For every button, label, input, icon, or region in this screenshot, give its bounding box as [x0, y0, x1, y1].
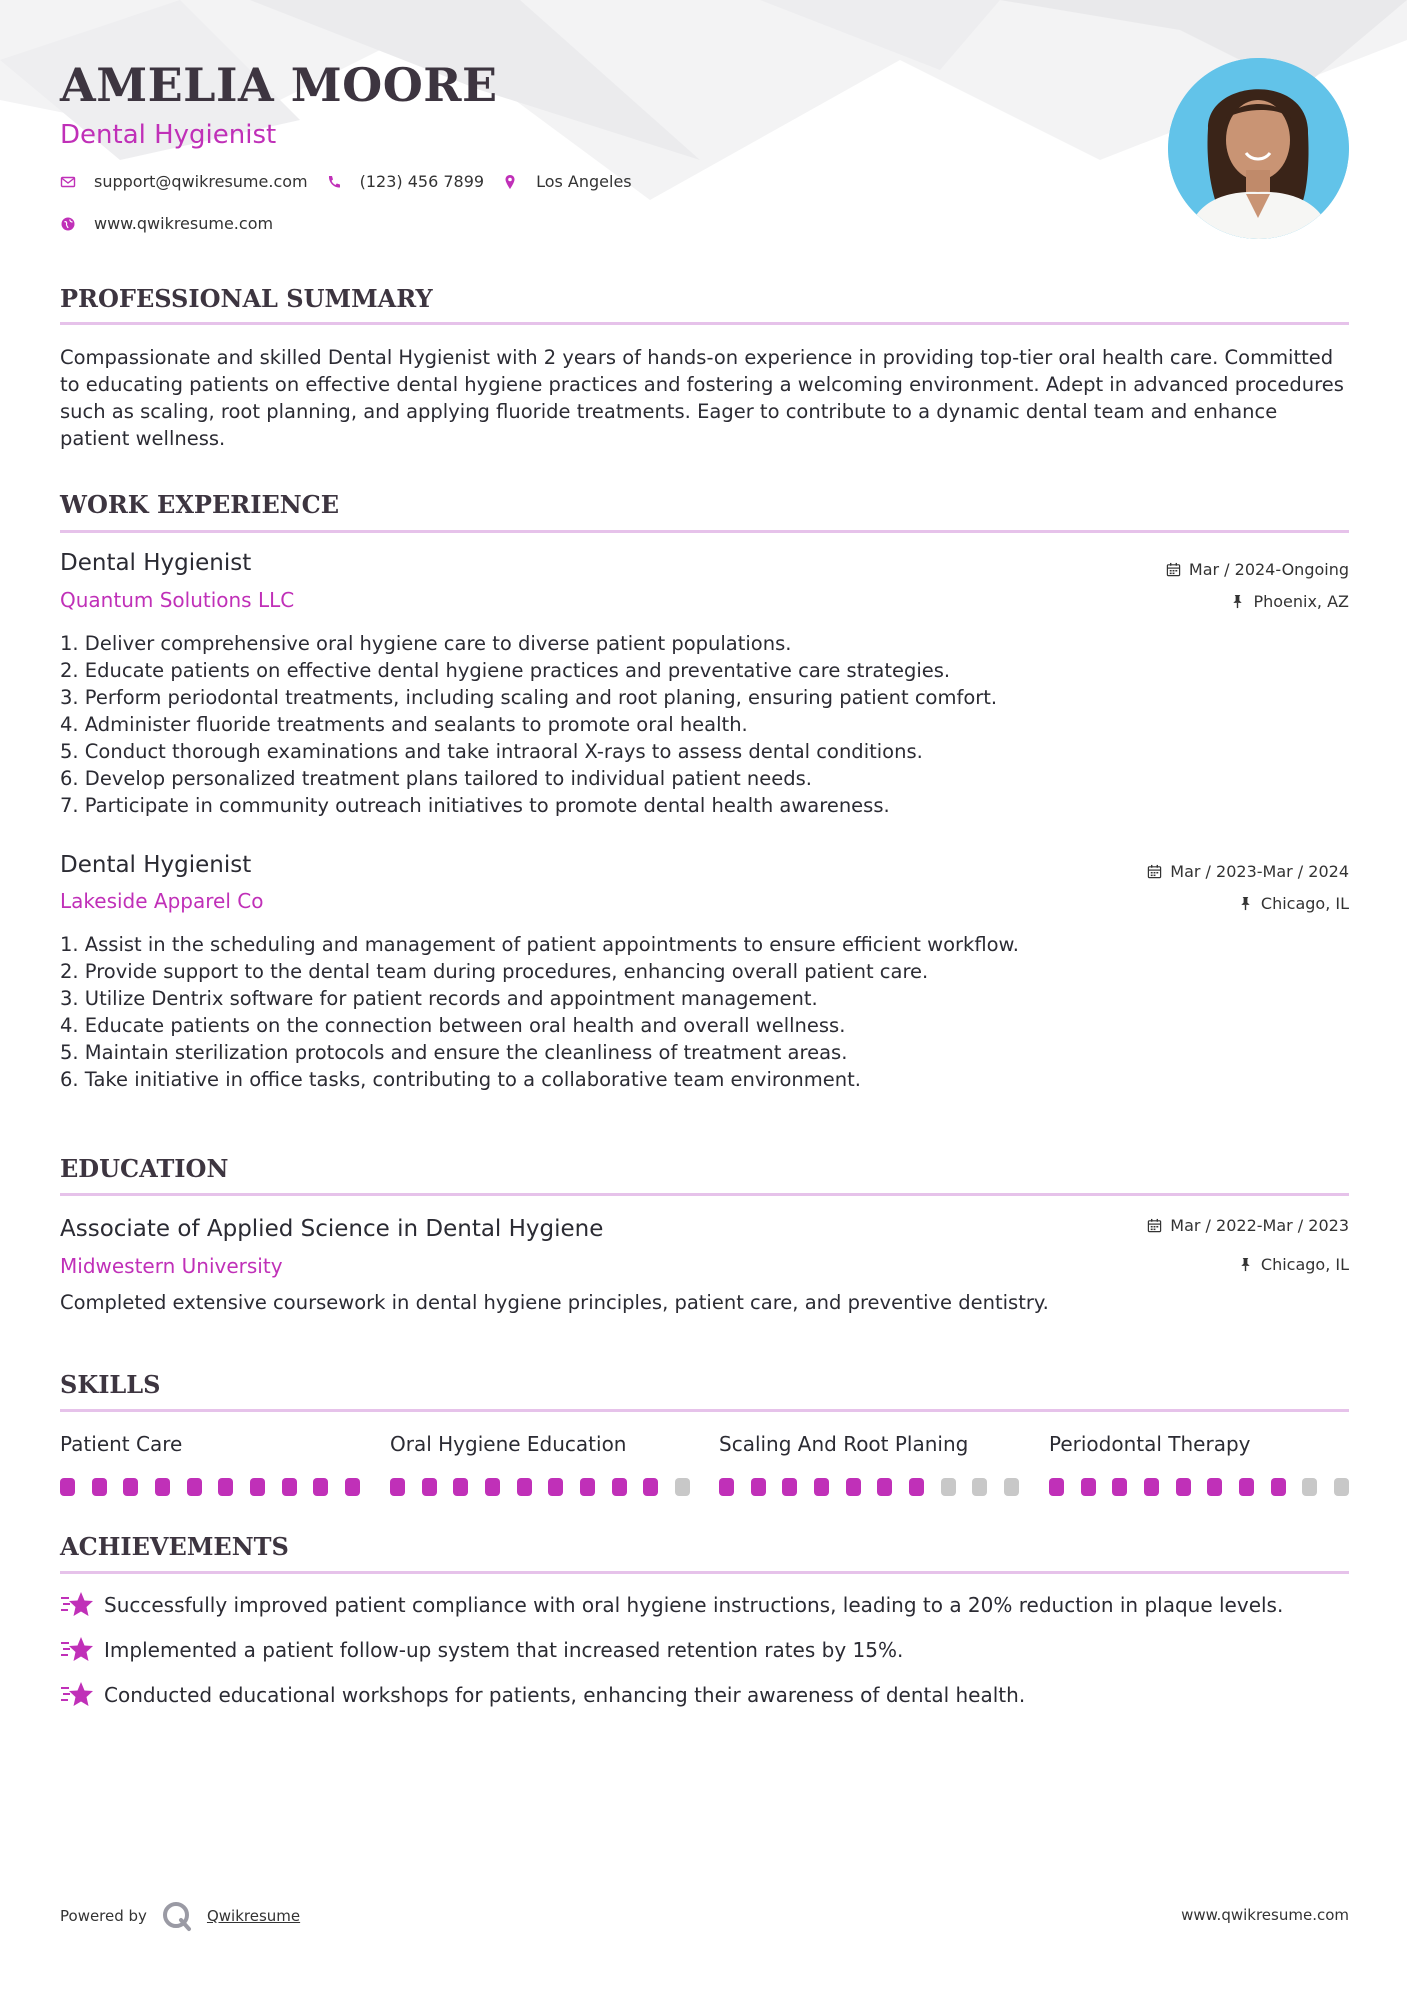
education-location-text: Chicago, IL — [1260, 1255, 1349, 1274]
achievement-item — [60, 1635, 903, 1665]
skill-dot-empty — [1004, 1478, 1019, 1496]
skill-dot-filled — [390, 1478, 405, 1496]
pushpin-icon — [1238, 896, 1253, 911]
section-title-achievements: ACHIEVEMENTS — [60, 1532, 289, 1561]
calendar-icon — [1147, 1218, 1162, 1233]
skill-dot-empty — [941, 1478, 956, 1496]
powered-by-label: Powered by — [60, 1907, 147, 1925]
section-divider — [60, 1571, 1349, 1574]
skill-dot-filled — [909, 1478, 924, 1496]
skill-dot-empty — [675, 1478, 690, 1496]
skill-dot-filled — [517, 1478, 532, 1496]
skill-dot-filled — [612, 1478, 627, 1496]
calendar-icon — [1147, 864, 1162, 879]
job-location-text: Phoenix, AZ — [1253, 592, 1349, 611]
job-location — [1238, 894, 1349, 913]
achievement-item — [60, 1680, 1025, 1710]
skill-dot-filled — [1049, 1478, 1064, 1496]
section-title-skills: SKILLS — [60, 1370, 161, 1399]
star-icon — [60, 1680, 94, 1710]
job-bullet: 5. Conduct thorough examinations and take intraoral X-rays to assess dental conditions. — [60, 740, 923, 763]
contact-row-website — [60, 214, 291, 233]
contact-phone[interactable] — [326, 172, 484, 191]
skill-dot-filled — [719, 1478, 734, 1496]
skill-dot-filled — [1207, 1478, 1222, 1496]
job-bullet: 2. Educate patients on effective dental hygiene practices and preventative care strategies. — [60, 659, 951, 682]
education-school: Midwestern University — [60, 1254, 283, 1278]
contact-website[interactable] — [60, 214, 273, 233]
skill-dot-filled — [422, 1478, 437, 1496]
skill-dot-filled — [877, 1478, 892, 1496]
skill-level-meter — [60, 1478, 360, 1496]
section-title-education: EDUCATION — [60, 1154, 229, 1183]
skill-item — [390, 1432, 690, 1496]
phone-text: (123) 456 7899 — [359, 172, 485, 191]
skill-dot-filled — [643, 1478, 658, 1496]
education-description: Completed extensive coursework in dental hygiene principles, patient care, and preventive dentistry. — [60, 1291, 1049, 1314]
skill-dot-filled — [1144, 1478, 1159, 1496]
achievement-text: Successfully improved patient compliance with oral hygiene instructions, leading to a 20% reduction in plaque levels. — [104, 1593, 1284, 1617]
skill-item — [719, 1432, 1019, 1496]
star-icon — [60, 1590, 94, 1620]
job-dates — [1147, 862, 1349, 881]
skill-item — [60, 1432, 360, 1496]
achievement-text: Implemented a patient follow-up system that increased retention rates by 15%. — [104, 1638, 904, 1662]
job-bullet: 1. Assist in the scheduling and management of patient appointments to ensure efficient workflow. — [60, 933, 1019, 956]
job-bullets — [60, 630, 1349, 819]
contact-row — [60, 172, 650, 191]
contact-location — [502, 172, 632, 191]
candidate-name: AMELIA MOORE — [60, 58, 498, 112]
brand-link[interactable]: Qwikresume — [206, 1907, 301, 1925]
skill-dot-filled — [453, 1478, 468, 1496]
skill-dot-filled — [548, 1478, 563, 1496]
job-bullet: 3. Utilize Dentrix software for patient records and appointment management. — [60, 987, 818, 1010]
education-dates — [1147, 1216, 1349, 1235]
skill-dot-filled — [123, 1478, 138, 1496]
job-location — [1230, 592, 1349, 611]
qwikresume-logo-icon — [161, 1900, 193, 1932]
skill-dot-filled — [187, 1478, 202, 1496]
skill-dot-filled — [846, 1478, 861, 1496]
skill-dot-filled — [1112, 1478, 1127, 1496]
section-title-summary: PROFESSIONAL SUMMARY — [60, 284, 433, 313]
section-divider — [60, 530, 1349, 533]
skill-dot-filled — [1271, 1478, 1286, 1496]
skill-dot-filled — [345, 1478, 360, 1496]
achievement-text: Conducted educational workshops for patients, enhancing their awareness of dental health. — [104, 1683, 1026, 1707]
section-divider — [60, 1409, 1349, 1412]
job-title: Dental Hygienist — [60, 852, 252, 878]
phone-icon — [326, 174, 342, 190]
pushpin-icon — [1230, 594, 1245, 609]
job-bullet: 4. Educate patients on the connection between oral health and overall wellness. — [60, 1014, 846, 1037]
skill-dot-filled — [282, 1478, 297, 1496]
skill-dot-filled — [60, 1478, 75, 1496]
job-bullet: 3. Perform periodontal treatments, including scaling and root planing, ensuring patient comfort. — [60, 686, 998, 709]
calendar-icon — [1166, 562, 1181, 577]
job-bullet: 6. Take initiative in office tasks, contributing to a collaborative team environment. — [60, 1068, 861, 1091]
job-dates-text: Mar / 2024-Ongoing — [1188, 560, 1349, 579]
skill-dot-filled — [250, 1478, 265, 1496]
skill-dot-filled — [1239, 1478, 1254, 1496]
job-bullet: 2. Provide support to the dental team during procedures, enhancing overall patient care. — [60, 960, 929, 983]
skill-name: Oral Hygiene Education — [390, 1432, 627, 1456]
skill-name: Periodontal Therapy — [1049, 1432, 1251, 1456]
section-divider — [60, 1193, 1349, 1196]
job-dates-text: Mar / 2023-Mar / 2024 — [1170, 862, 1349, 881]
job-company: Quantum Solutions LLC — [60, 588, 295, 612]
section-title-experience: WORK EXPERIENCE — [60, 490, 340, 519]
skill-dot-filled — [1176, 1478, 1191, 1496]
job-bullets — [60, 931, 1349, 1093]
job-bullet: 5. Maintain sterilization protocols and ensure the cleanliness of treatment areas. — [60, 1041, 848, 1064]
skill-dot-filled — [580, 1478, 595, 1496]
job-company: Lakeside Apparel Co — [60, 889, 264, 913]
skill-level-meter — [1049, 1478, 1349, 1496]
education-dates-text: Mar / 2022-Mar / 2023 — [1170, 1216, 1349, 1235]
job-bullet: 7. Participate in community outreach initiatives to promote dental health awareness. — [60, 794, 890, 817]
website-text: www.qwikresume.com — [94, 214, 274, 233]
education-degree: Associate of Applied Science in Dental Hygiene — [60, 1216, 604, 1242]
skill-item — [1049, 1432, 1349, 1496]
skill-dot-filled — [485, 1478, 500, 1496]
pushpin-icon — [1238, 1257, 1253, 1272]
achievement-item — [60, 1590, 1283, 1620]
avatar — [1168, 58, 1349, 239]
skill-dot-empty — [1302, 1478, 1317, 1496]
skill-dot-filled — [313, 1478, 328, 1496]
section-divider — [60, 322, 1349, 325]
skill-name: Patient Care — [60, 1432, 183, 1456]
education-location — [1238, 1255, 1349, 1274]
envelope-icon — [60, 174, 76, 190]
footer-website[interactable]: www.qwikresume.com — [1181, 1906, 1349, 1924]
footer-powered-by — [60, 1900, 300, 1932]
summary-text: Compassionate and skilled Dental Hygienist with 2 years of hands-on experience in providing top-tier oral health care. Committed to educating patients on effective dental hygiene practices and fostering a welcoming environment. Adept in advanced procedures such as scaling, root planning, and applying fluoride treatments. Eager to contribute to a dynamic dental team and enhance patient wellness. — [60, 346, 1344, 450]
skill-dot-filled — [218, 1478, 233, 1496]
job-title: Dental Hygienist — [60, 550, 252, 576]
skill-level-meter — [390, 1478, 690, 1496]
skill-dot-filled — [751, 1478, 766, 1496]
skill-level-meter — [719, 1478, 1019, 1496]
skill-dot-filled — [92, 1478, 107, 1496]
job-dates — [1166, 560, 1349, 579]
job-bullet: 6. Develop personalized treatment plans tailored to individual patient needs. — [60, 767, 813, 790]
job-bullet: 1. Deliver comprehensive oral hygiene care to diverse patient populations. — [60, 632, 792, 655]
job-bullet: 4. Administer fluoride treatments and sealants to promote oral health. — [60, 713, 748, 736]
skill-dot-empty — [1334, 1478, 1349, 1496]
skill-dot-filled — [155, 1478, 170, 1496]
location-text: Los Angeles — [536, 172, 632, 191]
email-text: support@qwikresume.com — [94, 172, 308, 191]
skill-dot-empty — [972, 1478, 987, 1496]
contact-email[interactable] — [60, 172, 308, 191]
skill-dot-filled — [1081, 1478, 1096, 1496]
candidate-role: Dental Hygienist — [60, 120, 277, 150]
star-icon — [60, 1635, 94, 1665]
map-pin-icon — [502, 174, 518, 190]
job-location-text: Chicago, IL — [1260, 894, 1349, 913]
globe-icon — [60, 216, 76, 232]
skill-name: Scaling And Root Planing — [719, 1432, 969, 1456]
skill-dot-filled — [814, 1478, 829, 1496]
skill-dot-filled — [782, 1478, 797, 1496]
